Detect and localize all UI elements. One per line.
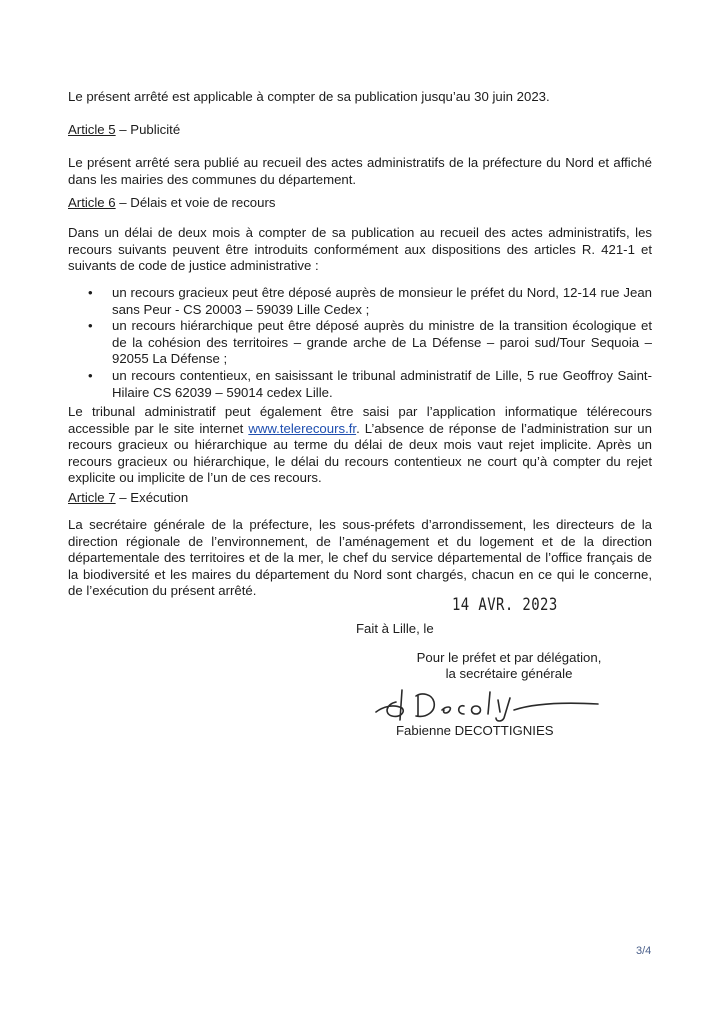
article-6-title: – Délais et voie de recours [115,195,276,210]
recours-list [68,285,652,401]
delegation-line: Pour le préfet et par délégation, [416,650,602,665]
article-5-title: – Publicité [115,122,181,137]
article-7-text: La secrétaire générale de la préfecture, les sous-préfets d’arrondissement, les directeurs de la direction régionale de l’environnement, de l’aménagement et du logement et de la direction départementale des territoires et de la mer, le chef du service départemental de l’office français de la biodiversité et les maires du département du Nord sont chargés, chacun en ce qui le concerne, de l’exécution du présent arrêté. [68,517,652,599]
tribunal-paragraph [68,404,652,487]
article-5-text: Le présent arrêté sera publié au recueil des actes administratifs de la préfecture du Nord et affiché dans les mairies des communes du département. [68,155,652,187]
tribunal-text-end: . L’absence de réponse de l’administration sur un recours gracieux ou hiérarchique au terme du délai de deux mois vaut rejet implicite. Après un recours gracieux ou hiérarchique, le délai du recours contentieux ne court qu’à compter du rejet explicite ou implicite de l’un de ces recours. [68,420,652,486]
article-7-heading [68,490,652,507]
list-item: • un recours contentieux, en saisissant le tribunal administratif de Lille, 5 rue Geoffroy Saint-Hilaire CS 62039 – 59014 cedex Lille. [68,368,652,401]
date-stamp: 14 AVR. 2023 [452,595,558,615]
signature-block [394,650,624,682]
page-number: 3/4 [636,945,652,957]
tribunal-text-start: Le tribunal administratif peut également être saisi par l’application informatique télérecours accessible par le site internet [68,404,652,436]
article-6-heading [68,195,652,212]
article-6-text: Dans un délai de deux mois à compter de sa publication au recueil des actes administratifs, les recours suivants peuvent être introduits conformément aux dispositions des articles R. 421-1 et suivants de code de justice administrative : [68,225,652,274]
list-item: • un recours hiérarchique peut être déposé auprès du ministre de la transition écologique et de la cohésion des territoires – grande arche de La Défense – paroi sud/Tour Sequoia – 92055 La Défense ; [68,318,652,368]
article-5-heading [68,122,652,139]
article-5-label: Article 5 [68,122,116,137]
intro-paragraph: Le présent arrêté est applicable à compter de sa publication jusqu’au 30 juin 2023. [68,89,550,104]
fait-a-lille: Fait à Lille, le [356,621,434,636]
list-item: • un recours gracieux peut être déposé auprès de monsieur le préfet du Nord, 12-14 rue Jean sans Peur - CS 20003 – 59039 Lille Cedex ; [68,285,652,318]
article-7-title: – Exécution [115,490,189,505]
article-7-label: Article 7 [68,490,116,505]
handwritten-signature [372,682,602,724]
telerecours-link[interactable]: www.telerecours.fr [248,420,357,436]
secretary-title: la secrétaire générale [445,666,573,681]
signer-name: Fabienne DECOTTIGNIES [396,723,554,738]
article-6-label: Article 6 [68,195,116,210]
